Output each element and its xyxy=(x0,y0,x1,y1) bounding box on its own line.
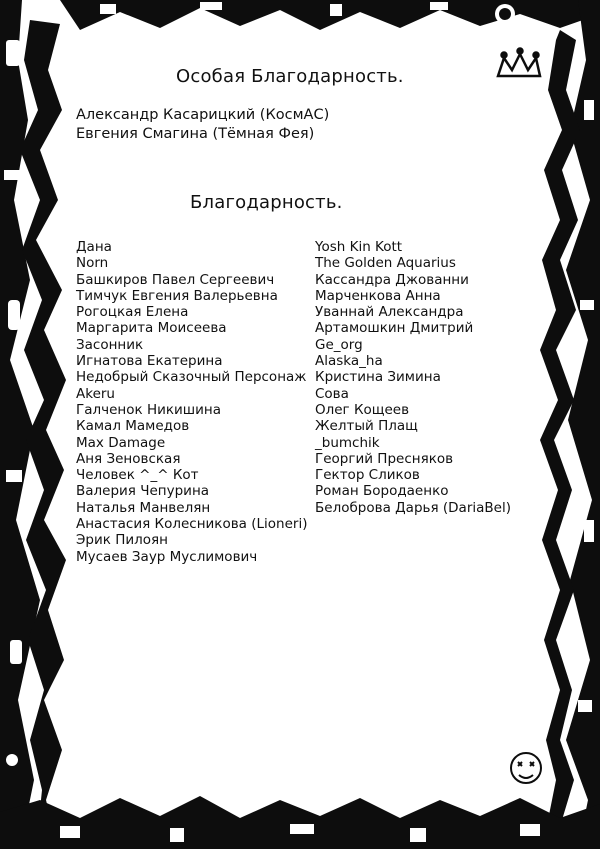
thanks-name: Желтый Плащ xyxy=(315,418,418,435)
thanks-name: Yosh Kin Kott xyxy=(315,239,403,255)
thanks-right-column xyxy=(315,239,511,516)
thanks-name: Эрик Пилоян xyxy=(76,532,168,549)
thanks-name: Недобрый Сказочный Персонаж xyxy=(76,369,307,386)
thanks-name: Маргарита Моисеева xyxy=(76,320,227,337)
thanks-name: Max Damage xyxy=(76,434,166,451)
thanks-name: Артамошкин Дмитрий xyxy=(315,320,474,337)
thanks-name: Кассандра Джованни xyxy=(315,271,469,288)
thanks-name: Мусаев Заур Муслимович xyxy=(76,548,258,565)
thanks-name: Георгий Пресняков xyxy=(315,450,454,467)
thanks-name: Аня Зеновская xyxy=(76,450,181,467)
thanks-name: Валерия Чепурина xyxy=(76,483,210,500)
thanks-name: Камал Мамедов xyxy=(76,418,190,435)
thanks-left-column xyxy=(76,239,307,565)
thanks-name: Наталья Манвелян xyxy=(76,499,211,516)
thanks-name: Norn xyxy=(76,255,109,272)
thanks-name: Кристина Зимина xyxy=(315,369,441,386)
thanks-name: The Golden Aquarius xyxy=(315,255,456,272)
thanks-name: Тимчук Евгения Валерьевна xyxy=(76,287,278,304)
thanks-name: Башкиров Павел Сергеевич xyxy=(76,271,275,288)
thanks-name: Человек ^_^ Кот xyxy=(76,467,199,484)
thanks-name: Akeru xyxy=(76,385,115,402)
thanks-name: Alaska_ha xyxy=(315,353,383,370)
thanks-name: Рогоцкая Елена xyxy=(76,304,189,321)
thanks-name: _bumchik xyxy=(315,434,380,451)
special-thanks-list xyxy=(76,106,329,144)
thanks-name: Анастасия Колесникова (Lioneri) xyxy=(76,516,308,533)
thanks-name: Ge_org xyxy=(315,336,363,353)
thanks-name: Олег Кощеев xyxy=(315,401,410,418)
thanks-name: Сова xyxy=(315,385,349,402)
thanks-name: Белоброва Дарья (DariaBel) xyxy=(315,499,511,516)
special-thanks-name: Евгения Смагина (Тёмная Фея) xyxy=(76,126,315,142)
special-thanks-name: Александр Касарицкий (КосмАС) xyxy=(76,107,330,123)
special-thanks-title: Особая Благодарность. xyxy=(176,66,404,87)
thanks-name: Гектор Сликов xyxy=(315,467,420,484)
thanks-name: Игнатова Екатерина xyxy=(76,353,223,370)
thanks-name: Дана xyxy=(76,239,112,255)
thanks-name: Засонник xyxy=(76,336,144,353)
thanks-name: Марченкова Анна xyxy=(315,287,441,304)
thanks-name: Роман Бородаенко xyxy=(315,483,449,500)
thanks-name: Галченок Никишина xyxy=(76,401,222,418)
thanks-title: Благодарность. xyxy=(190,192,343,213)
thanks-name: Уваннай Александра xyxy=(315,304,464,321)
